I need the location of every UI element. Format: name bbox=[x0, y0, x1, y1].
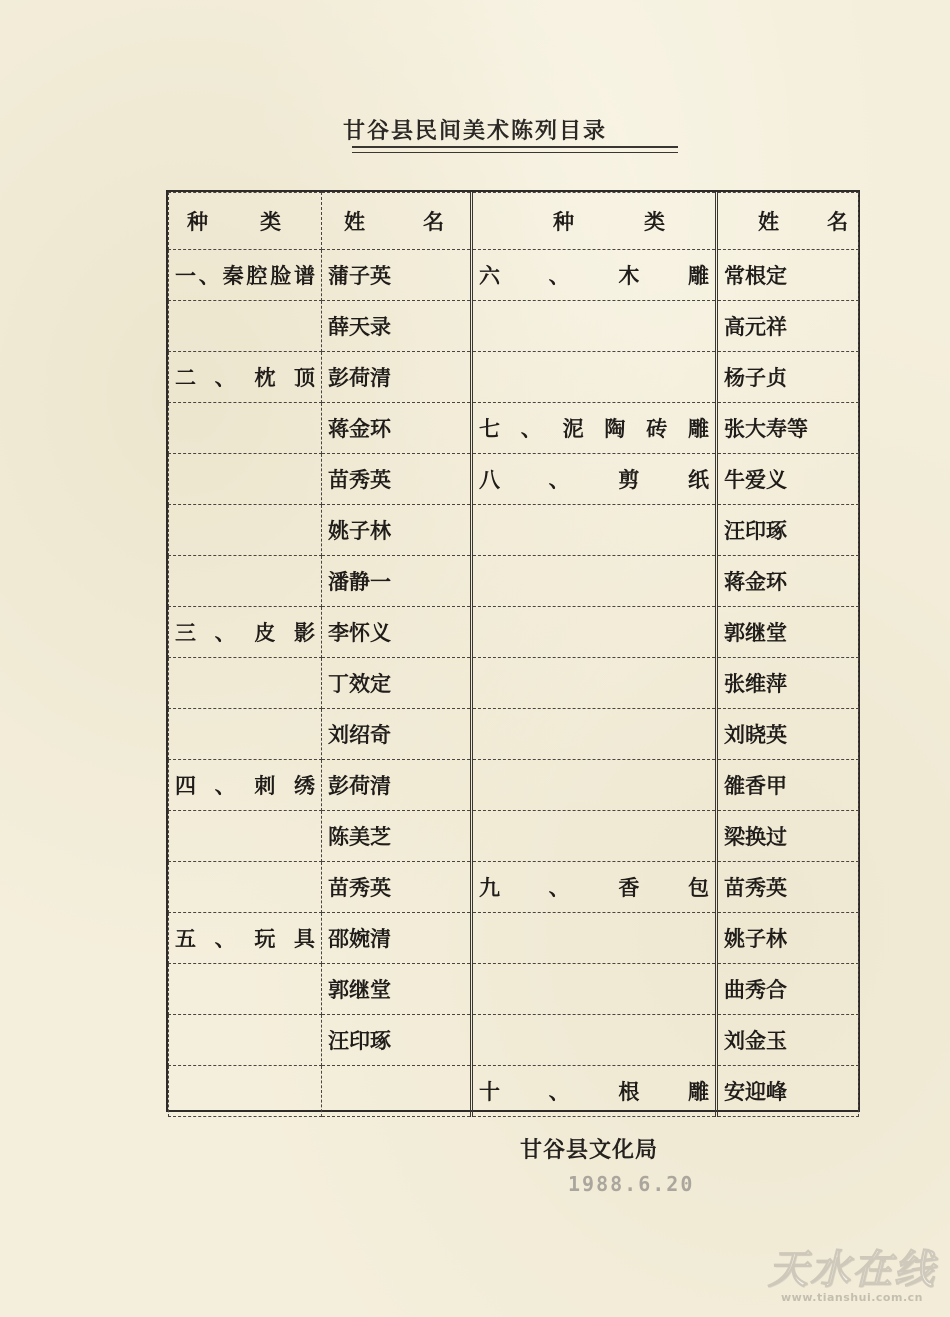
row-name-right: 高元祥 bbox=[717, 301, 859, 352]
row-category-left: 二、枕顶 bbox=[169, 352, 322, 403]
row-category-right: 九、香包 bbox=[472, 862, 717, 913]
table-row bbox=[169, 505, 859, 556]
row-name-left: 苗秀英 bbox=[322, 454, 472, 505]
header-category-left: 种类 bbox=[169, 193, 322, 250]
table-row bbox=[169, 709, 859, 760]
row-name-right: 郭继堂 bbox=[717, 607, 859, 658]
row-name-left: 蒲子英 bbox=[322, 250, 472, 301]
row-category-right bbox=[472, 352, 717, 403]
table-row bbox=[169, 862, 859, 913]
row-category-right bbox=[472, 709, 717, 760]
site-watermark bbox=[762, 1238, 942, 1304]
row-category-right bbox=[472, 505, 717, 556]
header-name-left: 姓名 bbox=[322, 193, 472, 250]
row-category-right: 八、剪纸 bbox=[472, 454, 717, 505]
table-row bbox=[169, 250, 859, 301]
row-name-left: 姚子林 bbox=[322, 505, 472, 556]
table-row bbox=[169, 913, 859, 964]
row-name-right: 姚子林 bbox=[717, 913, 859, 964]
table-row bbox=[169, 658, 859, 709]
table-row bbox=[169, 1015, 859, 1066]
row-category-right: 六、木雕 bbox=[472, 250, 717, 301]
row-category-right bbox=[472, 913, 717, 964]
row-category-right bbox=[472, 607, 717, 658]
row-name-right: 雒香甲 bbox=[717, 760, 859, 811]
table-row bbox=[169, 454, 859, 505]
row-name-left: 苗秀英 bbox=[322, 862, 472, 913]
row-name-left: 彭荷清 bbox=[322, 760, 472, 811]
row-name-right: 张维萍 bbox=[717, 658, 859, 709]
watermark-url: www.tianshui.com.cn bbox=[781, 1291, 923, 1304]
row-name-right: 汪印琢 bbox=[717, 505, 859, 556]
table-row bbox=[169, 556, 859, 607]
row-category-left bbox=[169, 556, 322, 607]
row-name-left: 薛天录 bbox=[322, 301, 472, 352]
header-name-right: 姓名 bbox=[717, 193, 859, 250]
row-name-right: 苗秀英 bbox=[717, 862, 859, 913]
row-category-left bbox=[169, 964, 322, 1015]
table-row bbox=[169, 1066, 859, 1117]
row-category-left: 四、刺绣 bbox=[169, 760, 322, 811]
row-category-left bbox=[169, 1015, 322, 1066]
title-underline bbox=[352, 146, 678, 148]
header-category-right: 种类 bbox=[472, 193, 717, 250]
table-row bbox=[169, 607, 859, 658]
row-name-left: 蒋金环 bbox=[322, 403, 472, 454]
row-category-right bbox=[472, 658, 717, 709]
row-category-left: 五、玩具 bbox=[169, 913, 322, 964]
row-name-left: 丁效定 bbox=[322, 658, 472, 709]
row-name-left: 潘静一 bbox=[322, 556, 472, 607]
row-category-left bbox=[169, 811, 322, 862]
row-category-left bbox=[169, 403, 322, 454]
row-name-right: 蒋金环 bbox=[717, 556, 859, 607]
row-category-right bbox=[472, 301, 717, 352]
row-category-left bbox=[169, 301, 322, 352]
row-category-right bbox=[472, 811, 717, 862]
row-category-left: 三、皮影 bbox=[169, 607, 322, 658]
catalog-table bbox=[168, 192, 859, 1117]
row-name-right: 牛爱义 bbox=[717, 454, 859, 505]
issuer-name: 甘谷县文化局 bbox=[520, 1137, 659, 1163]
row-category-right bbox=[472, 1015, 717, 1066]
row-category-left bbox=[169, 505, 322, 556]
row-name-left bbox=[322, 1066, 472, 1117]
row-category-left bbox=[169, 709, 322, 760]
row-name-right: 刘晓英 bbox=[717, 709, 859, 760]
row-name-left: 刘绍奇 bbox=[322, 709, 472, 760]
watermark-logo: 天水在线 bbox=[768, 1247, 936, 1293]
table-row bbox=[169, 964, 859, 1015]
row-name-right: 张大寿等 bbox=[717, 403, 859, 454]
table-row bbox=[169, 352, 859, 403]
row-name-left: 邵婉清 bbox=[322, 913, 472, 964]
table-row bbox=[169, 811, 859, 862]
row-name-left: 陈美芝 bbox=[322, 811, 472, 862]
catalog-table-body bbox=[169, 250, 859, 1117]
row-category-right bbox=[472, 556, 717, 607]
row-category-left bbox=[169, 454, 322, 505]
row-name-right: 刘金玉 bbox=[717, 1015, 859, 1066]
row-name-right: 安迎峰 bbox=[717, 1066, 859, 1117]
title-underline-thin bbox=[352, 152, 678, 153]
date-stamp: 1988.6.20 bbox=[568, 1172, 695, 1196]
row-name-right: 杨子贞 bbox=[717, 352, 859, 403]
row-category-right bbox=[472, 964, 717, 1015]
row-name-left: 汪印琢 bbox=[322, 1015, 472, 1066]
table-row bbox=[169, 760, 859, 811]
table-row bbox=[169, 301, 859, 352]
row-category-left bbox=[169, 658, 322, 709]
row-category-left bbox=[169, 1066, 322, 1117]
row-category-left bbox=[169, 862, 322, 913]
row-category-right: 十、根雕 bbox=[472, 1066, 717, 1117]
row-category-right bbox=[472, 760, 717, 811]
row-name-left: 李怀义 bbox=[322, 607, 472, 658]
row-category-right: 七、泥陶砖雕 bbox=[472, 403, 717, 454]
row-name-left: 郭继堂 bbox=[322, 964, 472, 1015]
catalog-table-frame bbox=[166, 190, 860, 1112]
table-row bbox=[169, 403, 859, 454]
row-name-right: 梁换过 bbox=[717, 811, 859, 862]
row-name-right: 常根定 bbox=[717, 250, 859, 301]
row-category-left: 一、秦腔脸谱 bbox=[169, 250, 322, 301]
row-name-left: 彭荷清 bbox=[322, 352, 472, 403]
document-title: 甘谷县民间美术陈列目录 bbox=[342, 118, 607, 144]
table-header-row bbox=[169, 193, 859, 250]
row-name-right: 曲秀合 bbox=[717, 964, 859, 1015]
